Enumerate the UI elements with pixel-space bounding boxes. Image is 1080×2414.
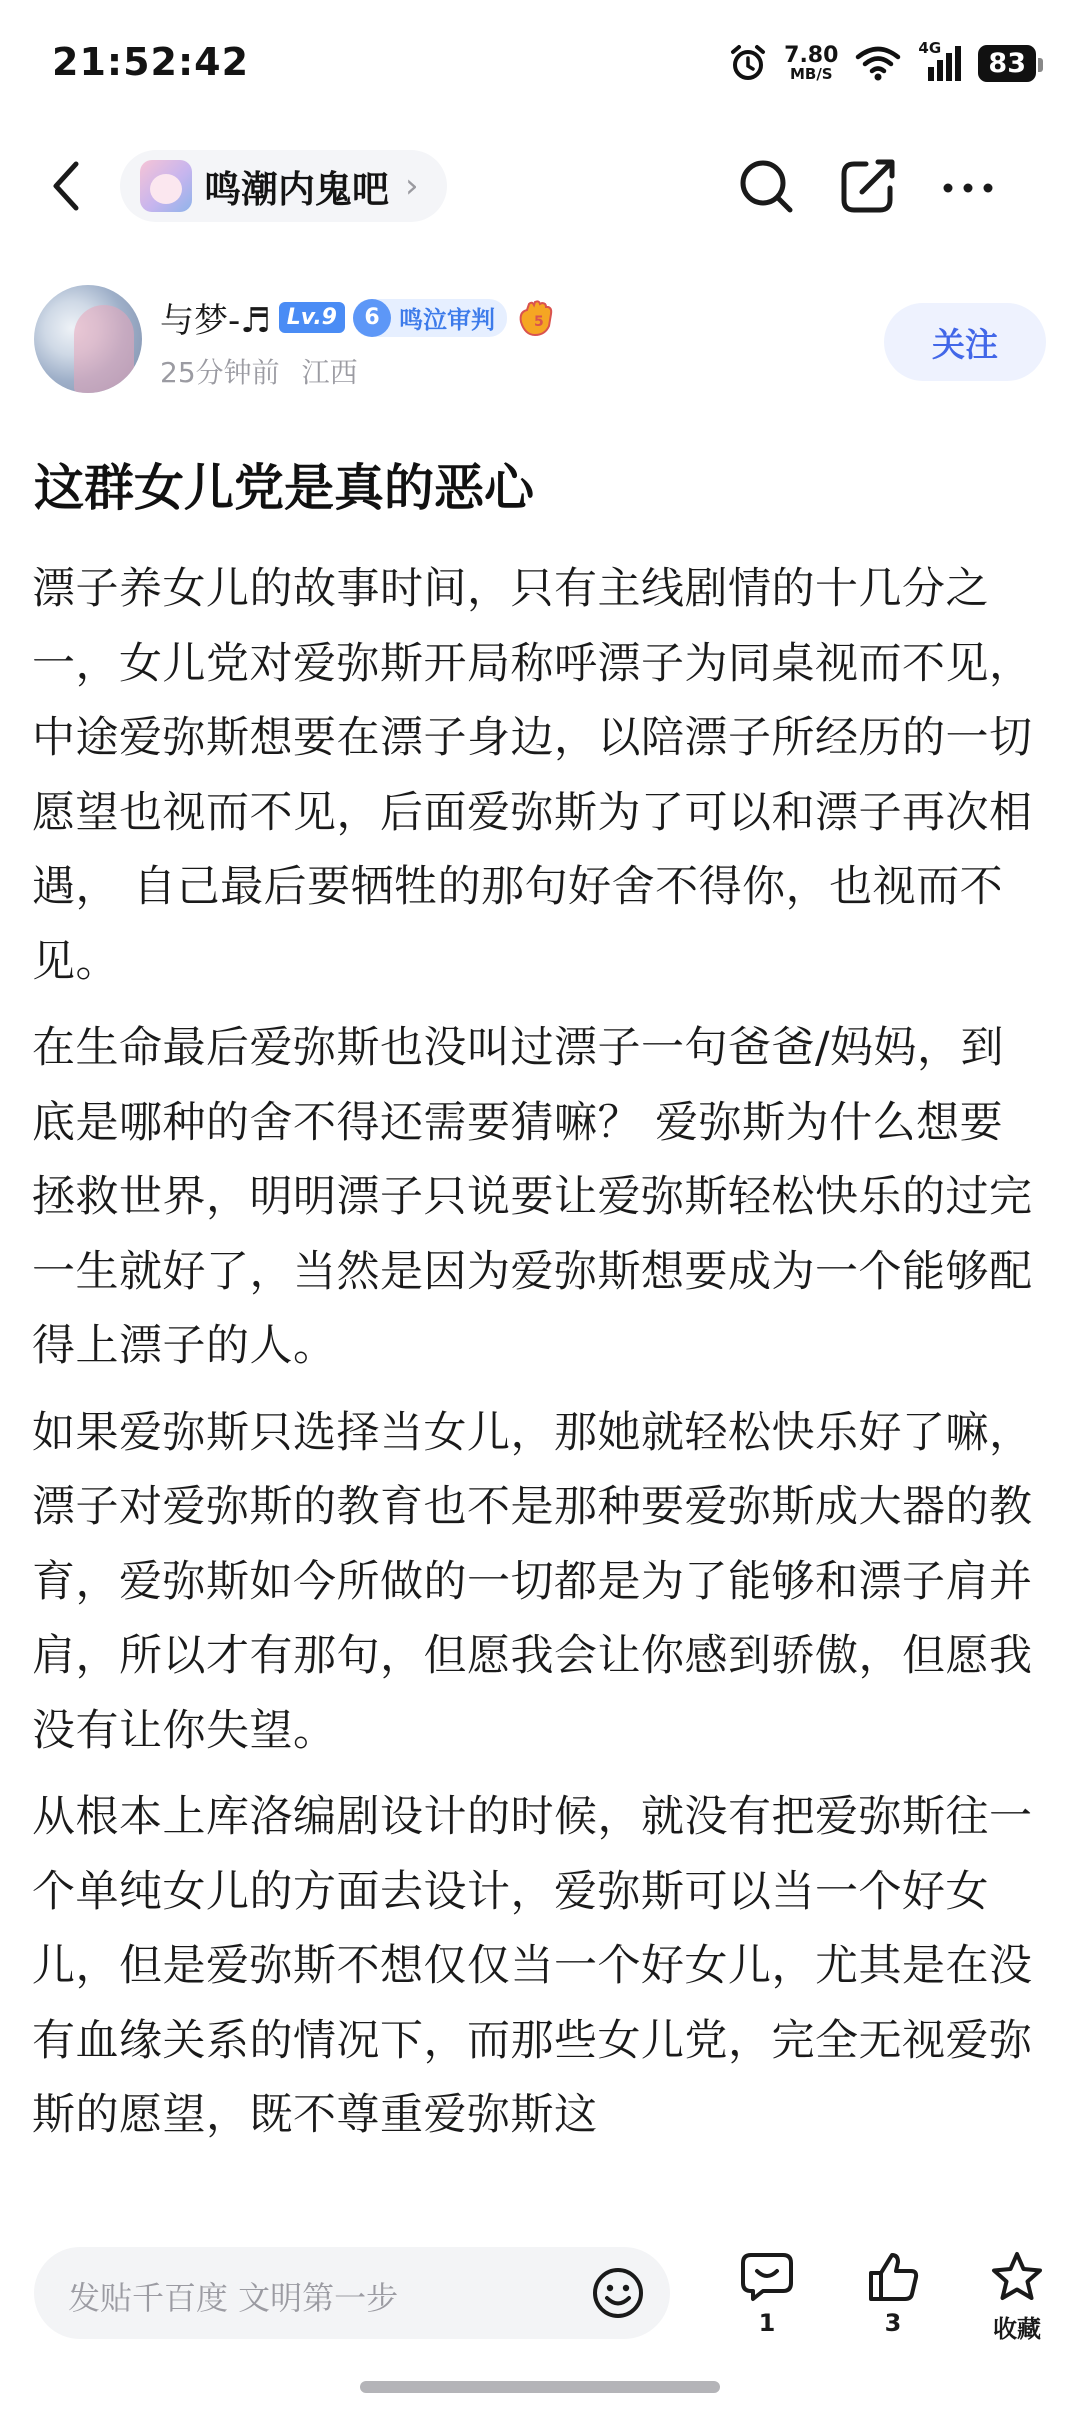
title-badge <box>353 299 507 337</box>
post-paragraph: 从根本上库洛编剧设计的时候，就没有把爱弥斯往一个单纯女儿的方面去设计，爱弥斯可以当一个好女儿，但是爱弥斯不想仅仅当一个好女儿，尤其是在没有血缘关系的情况下，而那些女儿党，完全无视爱弥斯的愿望，既不尊重爱弥斯这 <box>32 1792 1033 2140</box>
battery-icon <box>978 45 1036 82</box>
like-button[interactable] <box>848 2249 938 2337</box>
post-content <box>32 552 1042 2192</box>
network-speed-value: 7.80 <box>784 42 839 68</box>
author-row <box>0 285 1080 405</box>
alarm-icon <box>728 43 768 83</box>
content-fade <box>0 2180 1080 2220</box>
favorite-label: 收藏 <box>993 2315 1041 2343</box>
emoji-icon[interactable] <box>588 2263 648 2323</box>
status-time: 21:52:42 <box>52 40 250 84</box>
post-location: 江西 <box>301 356 358 389</box>
back-arrow-icon[interactable] <box>42 156 92 216</box>
post-time: 25分钟前 <box>160 356 280 389</box>
username-row <box>160 293 555 342</box>
post-paragraph: 在生命最后爱弥斯也没叫过漂子一句爸爸/妈妈，到底是哪种的舍不得还需要猜嘛？ 爱弥斯为什么想要拯救世界，明明漂子只说要让爱弥斯轻松快乐的过完一生就好了，当然是因为爱弥斯想要成为一个能够配得上漂子的人。 <box>32 1023 1033 1371</box>
post-paragraph: 漂子养女儿的故事时间，只有主线剧情的十几分之一，女儿党对爱弥斯开局称呼漂子为同桌视而不见，中途爱弥斯想要在漂子身边，以陪漂子所经历的一切愿望也视而不见，后面爱弥斯为了可以和漂子再次相遇， 自己最后要牺牲的那句好舍不得你，也视而不见。 <box>32 564 1033 987</box>
more-icon[interactable] <box>936 154 1000 218</box>
battery-level: 83 <box>988 47 1026 79</box>
title-badge-text: 鸣泣审判 <box>398 306 495 334</box>
post-paragraph: 如果爱弥斯只选择当女儿，那她就轻松快乐好了嘛，漂子对爱弥斯的教育也不是那种要爱弥斯成大器的教育，爱弥斯如今所做的一切都是为了能够和漂子肩并肩，所以才有那句，但愿我会让你感到骄傲，但愿我没有让你失望。 <box>32 1407 1033 1756</box>
username[interactable]: 与梦-♬ <box>160 301 271 341</box>
post-title: 这群女儿党是真的恶心 <box>34 459 534 517</box>
search-icon[interactable] <box>734 154 798 218</box>
top-nav <box>0 140 1080 230</box>
like-icon <box>865 2249 921 2305</box>
star-icon <box>989 2249 1045 2305</box>
network-speed-unit: MB/S <box>789 64 833 83</box>
avatar[interactable] <box>34 285 142 393</box>
forum-name: 鸣潮内鬼吧 <box>204 168 389 211</box>
comment-button[interactable] <box>722 2249 812 2337</box>
comment-placeholder: 发贴千百度 文明第一步 <box>68 2279 399 2317</box>
network-type: 4G <box>918 39 942 57</box>
comment-input[interactable] <box>34 2247 670 2339</box>
comment-count: 1 <box>758 2309 776 2337</box>
chevron-right-icon: › <box>405 166 419 206</box>
signal-icon <box>918 39 962 83</box>
like-count: 3 <box>884 2309 902 2337</box>
status-icons <box>728 38 1036 88</box>
favorite-button[interactable] <box>972 2249 1062 2344</box>
comment-icon <box>739 2249 795 2305</box>
edit-icon[interactable] <box>836 154 900 218</box>
home-indicator[interactable] <box>360 2381 720 2393</box>
network-speed <box>784 42 839 83</box>
forum-chip[interactable] <box>120 150 447 222</box>
status-bar <box>0 0 1080 130</box>
forum-avatar <box>140 160 192 212</box>
svg-text:5: 5 <box>533 313 544 330</box>
bottom-bar <box>0 2215 1080 2414</box>
post-meta <box>160 351 358 391</box>
wifi-icon <box>854 43 902 83</box>
hand-badge-icon <box>515 298 555 338</box>
follow-button[interactable]: 关注 <box>884 303 1046 381</box>
level-badge: Lv.9 <box>279 302 345 333</box>
title-badge-number: 6 <box>353 299 391 337</box>
